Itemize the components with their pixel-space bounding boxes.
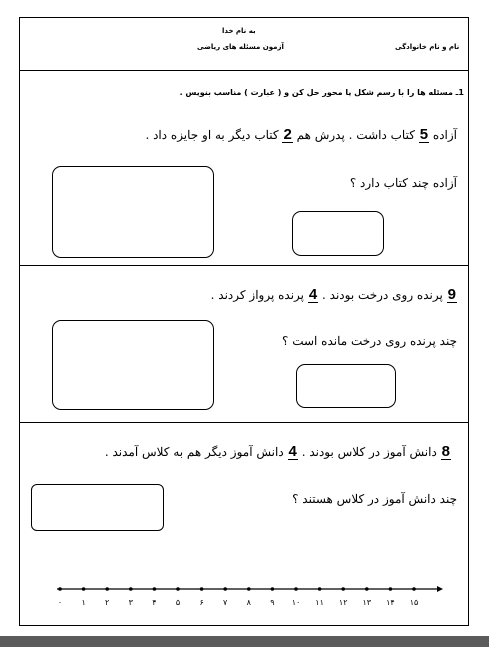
problem-1-number-1: 5 [419,126,429,143]
number-line-tick-label: ۶ [199,598,204,607]
problem-3-number-2: 4 [288,443,297,460]
number-line-tick-label: ۱ [81,598,86,607]
number-line-tick-label: ۹ [270,598,275,607]
number-line-tick-label: ۳ [128,598,133,607]
number-line-tick-label: ۱۵ [409,598,419,607]
name-label: نام و نام خانوادگی [395,43,460,51]
test-title: آزمون مسئله های ریاضی [197,43,284,51]
number-line-tick [365,587,369,591]
page-bottom-bar [0,636,489,647]
instruction-text: 1ـ مسئله ها را با رسم شکل یا محور حل کن و ( عبارت ) مناسب بنویس . [179,88,464,97]
number-line-tick [271,587,275,591]
number-line-tick [153,587,157,591]
number-line-tick [341,587,345,591]
problem-1-number-2: 2 [283,126,292,143]
number-line-arrow [437,586,443,592]
number-line-tick [105,587,109,591]
problem-2-question: چند پرنده روی درخت مانده است ؟ [282,334,457,348]
problem-2-part-d: پرنده پرواز کردند . [210,288,305,302]
number-line-tick-label: ۱۱ [315,598,324,607]
number-line-tick [129,587,133,591]
number-line-tick-label: ۱۴ [386,598,395,607]
number-line-tick-label: ۴ [152,598,157,607]
number-line-tick-label: ۷ [223,598,228,607]
number-line-tick [200,587,204,591]
number-line-tick [82,587,86,591]
number-line-tick [58,587,62,591]
number-line-tick [223,587,227,591]
problem-1-part-b: کتاب داشت . [348,128,415,142]
problem-1-part-d: کتاب دیگر به او جایزه داد . [145,128,279,142]
problem-2-number-2: 4 [308,286,318,303]
problem-3-question: چند دانش آموز در کلاس هستند ؟ [292,492,457,506]
problem-1-part-a: آزاده [432,128,457,142]
problem-3-part-d: دانش آموز دیگر هم به کلاس آمدند . [104,445,284,459]
problem-2-number-1: 9 [447,286,456,303]
problem-3-number-1: 8 [441,443,450,460]
number-line-tick-label: ۱۰ [291,598,301,607]
problem-1-question: آزاده چند کتاب دارد ؟ [349,176,457,190]
problem-1-part-c: پدرش هم [296,128,345,142]
basmala: به نام خدا [222,27,256,35]
number-line-tick-label: ۱۳ [362,598,372,607]
number-line-tick [247,587,251,591]
number-line-tick-label: ۸ [246,598,251,607]
number-line-tick [294,587,298,591]
number-line-tick [389,587,393,591]
number-line-tick-label: ۰ [57,598,63,607]
problem-3-part-b: دانش آموز در کلاس بودند . [301,445,437,459]
problem-2-part-b: پرنده روی درخت بودند . [322,288,443,302]
number-line-tick-label: ۵ [175,598,181,607]
number-line-tick [176,587,180,591]
number-line-tick [412,587,416,591]
number-line-tick-label: ۱۲ [338,598,348,607]
number-line-tick-label: ۲ [105,598,110,607]
number-line-tick [318,587,322,591]
